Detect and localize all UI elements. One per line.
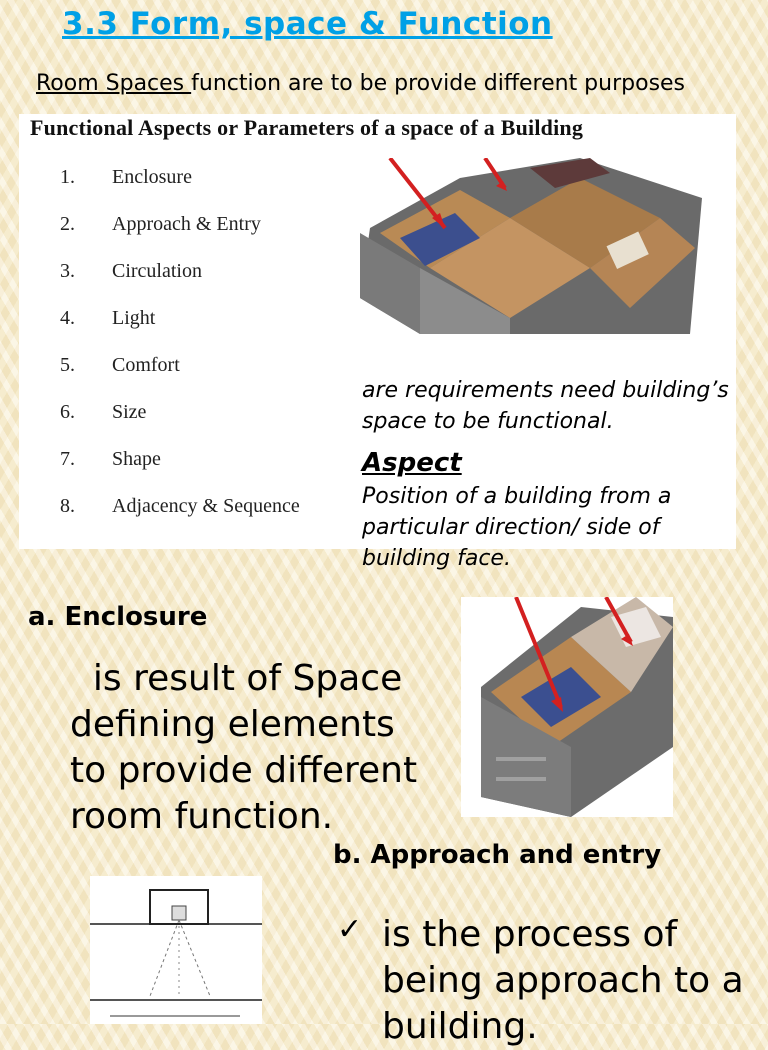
item-number: 8. [60,495,75,517]
house-cutaway-image [461,597,673,817]
intro-underlined: Room Spaces [36,71,192,96]
requirements-text: are requirements need building’s space to be functional. [362,378,729,434]
approach-body: is the process of being approach to a building. [382,914,744,1047]
enclosure-body: is result of Space defining elements to provide different room function. [70,658,429,837]
item-label: Light [112,307,156,329]
item-number: 5. [60,354,75,376]
item-label: Circulation [112,260,202,282]
item-label: Size [112,401,147,423]
item-number: 6. [60,401,75,423]
page-title: 3.3 Form, space & Function [62,6,553,42]
aspect-title: Aspect [362,448,462,478]
item-number: 3. [60,260,75,282]
item-label: Adjacency & Sequence [112,495,300,517]
approach-plan-image [90,876,262,1024]
item-label: Approach & Entry [112,213,261,235]
intro-rest: function are to be provide different purposes [191,71,686,96]
item-number: 2. [60,213,75,235]
item-number: 7. [60,448,75,470]
approach-heading: b. Approach and entry [333,840,662,870]
checkmark-icon: ✓ [337,912,363,947]
aspect-definition: Position of a building from a particular direction/ side of building face. [362,484,672,571]
item-number: 1. [60,166,75,188]
item-label: Shape [112,448,161,470]
house-cutaway-image [360,158,702,334]
item-number: 4. [60,307,75,329]
panel-heading: Functional Aspects or Parameters of a space of a Building [30,115,584,140]
intro-text [36,70,736,98]
item-label: Comfort [112,354,180,376]
enclosure-heading: a. Enclosure [28,602,208,632]
item-label: Enclosure [112,166,192,188]
